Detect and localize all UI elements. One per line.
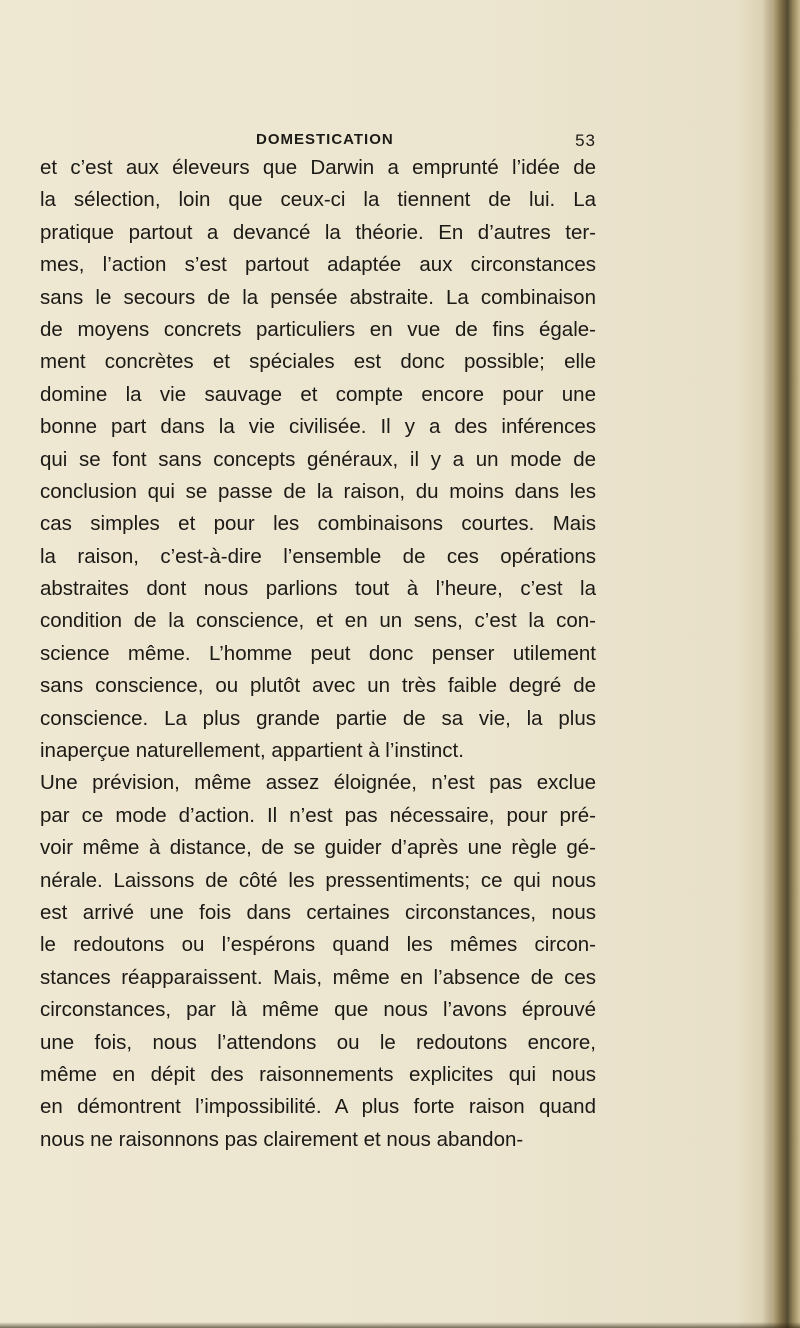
text-line: nérale. Laissons de côté les pressentiments; ce qui nous xyxy=(40,868,596,892)
text-line: et c’est aux éleveurs que Darwin a emprunté l’idée de xyxy=(40,156,596,179)
text-line: est arrivé une fois dans certaines circonstances, nous xyxy=(40,900,596,924)
text-line: science même. L’homme peut donc penser utilement xyxy=(40,641,596,665)
text-line: stances réapparaissent. Mais, même en l’absence de ces xyxy=(40,965,596,989)
text-line: même en dépit des raisonnements explicites qui nous xyxy=(40,1062,596,1086)
text-line: voir même à distance, de se guider d’après une règle gé- xyxy=(40,836,596,860)
text-line: bonne part dans la vie civilisée. Il y a des inférences xyxy=(40,415,596,439)
text-line: abstraites dont nous parlions tout à l’heure, c’est la xyxy=(40,577,596,601)
text-line: Une prévision, même assez éloignée, n’est pas exclue xyxy=(40,771,596,795)
text-line: pratique partout a devancé la théorie. En d’autres ter- xyxy=(40,220,596,244)
text-line: inaperçue naturellement, appartient à l’instinct. xyxy=(40,739,464,763)
text-line: conscience. La plus grande partie de sa vie, la plus xyxy=(40,706,596,730)
text-line: conclusion qui se passe de la raison, du moins dans les xyxy=(40,479,596,503)
text-line: la sélection, loin que ceux-ci la tiennent de lui. La xyxy=(40,188,596,212)
body-text xyxy=(40,152,596,1156)
page-number: 53 xyxy=(575,131,596,150)
text-line: sans conscience, ou plutôt avec un très faible degré de xyxy=(40,674,596,698)
text-line: mes, l’action s’est partout adaptée aux circonstances xyxy=(40,253,596,277)
text-line: la raison, c’est-à-dire l’ensemble de ces opérations xyxy=(40,544,596,568)
book-binding-edge xyxy=(772,0,800,1328)
text-line: condition de la conscience, et en un sens, c’est la con- xyxy=(40,609,596,633)
binding-shadow xyxy=(762,0,772,1328)
text-line: une fois, nous l’attendons ou le redoutons encore, xyxy=(40,1030,596,1054)
text-line: cas simples et pour les combinaisons courtes. Mais xyxy=(40,512,596,536)
running-head: DOMESTICATION xyxy=(256,131,394,148)
text-line: nous ne raisonnons pas clairement et nous abandon- xyxy=(40,1127,524,1151)
text-line: de moyens concrets particuliers en vue de fins égale- xyxy=(40,317,596,341)
text-line: par ce mode d’action. Il n’est pas nécessaire, pour pré- xyxy=(40,803,596,827)
text-line: circonstances, par là même que nous l’avons éprouvé xyxy=(40,998,596,1022)
text-line: ment concrètes et spéciales est donc possible; elle xyxy=(40,350,596,374)
text-line: domine la vie sauvage et compte encore pour une xyxy=(40,382,596,406)
page-bottom-edge xyxy=(0,1322,800,1328)
text-line: en démontrent l’impossibilité. A plus forte raison quand xyxy=(40,1095,596,1119)
text-line: qui se font sans concepts généraux, il y a un mode de xyxy=(40,447,596,471)
text-line: sans le secours de la pensée abstraite. La combinaison xyxy=(40,285,596,309)
text-line: le redoutons ou l’espérons quand les mêmes circon- xyxy=(40,933,596,957)
